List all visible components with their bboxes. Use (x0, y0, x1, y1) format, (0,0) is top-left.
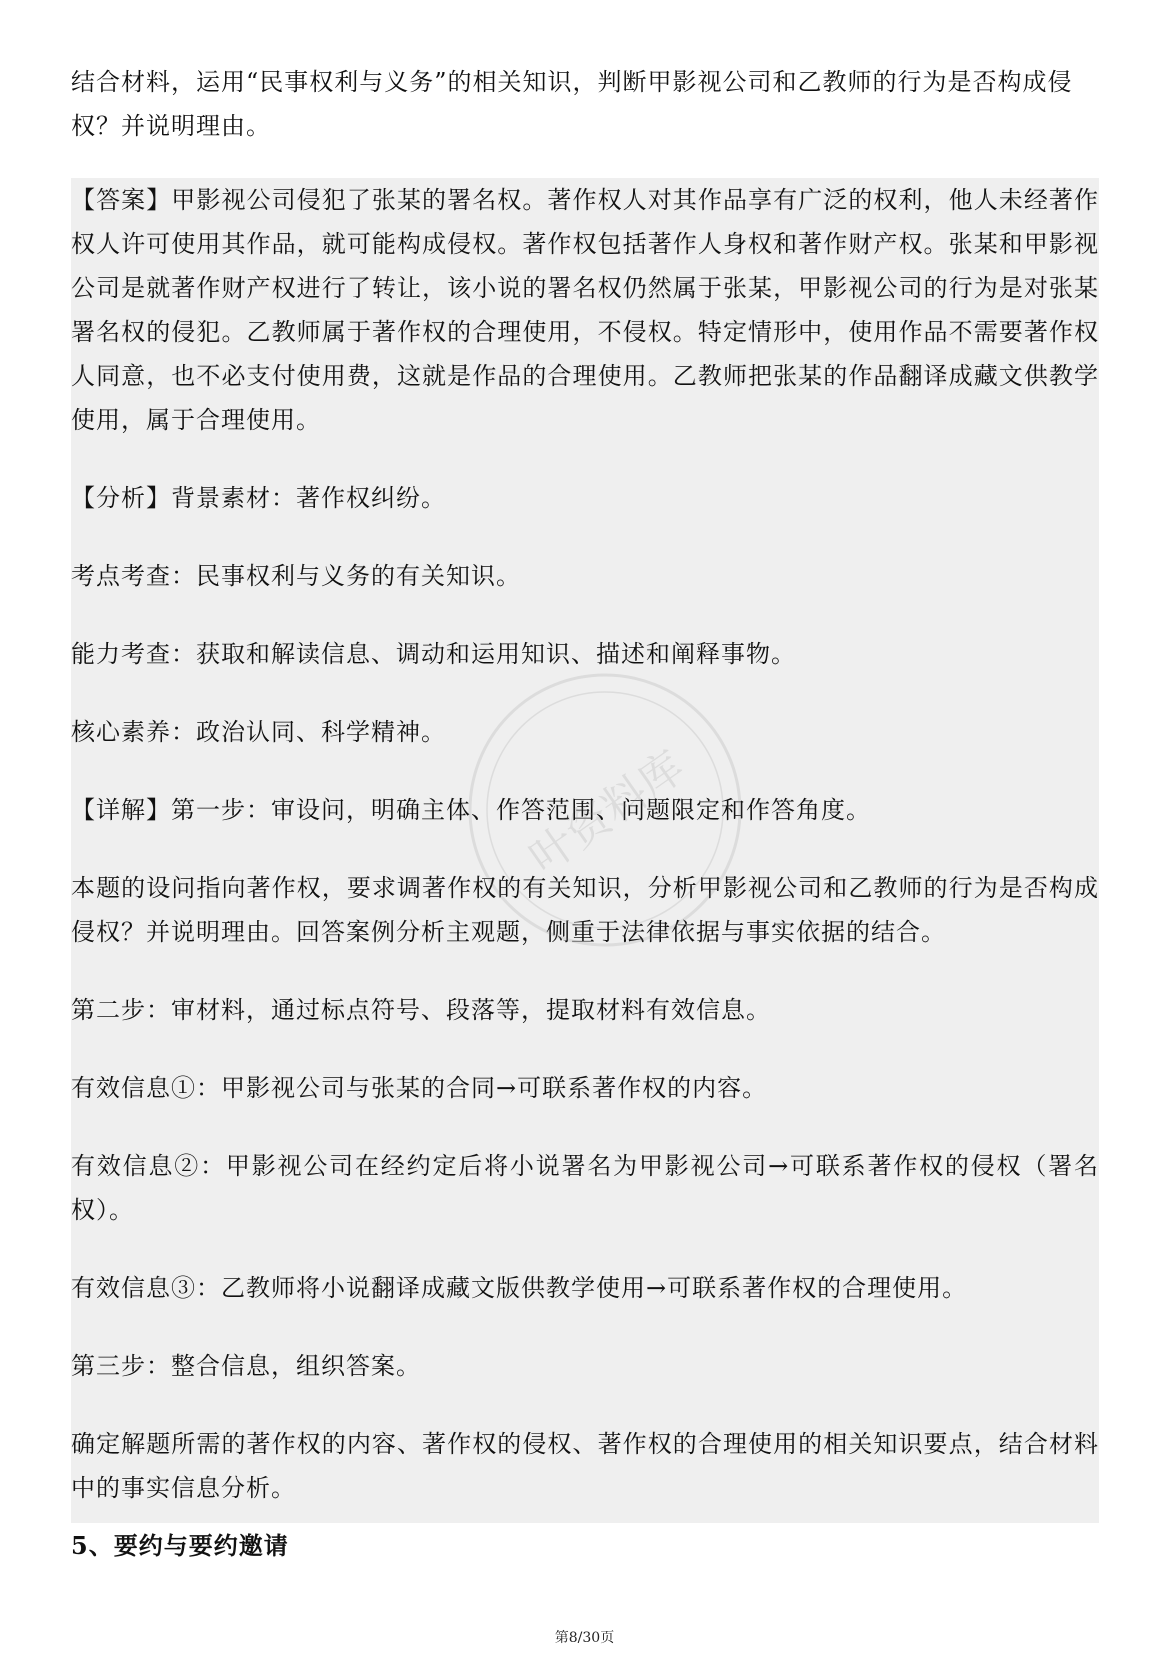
analysis-ability: 能力考查：获取和解读信息、调动和运用知识、描述和阐释事物。 (71, 640, 796, 668)
question-text: 结合材料，运用“民事权利与义务”的相关知识，判断甲影视公司和乙教师的行为是否构成侵权？并说明理由。 (71, 68, 1073, 140)
answer-paragraph: 【答案】甲影视公司侵犯了张某的署名权。著作权人对其作品享有广泛的权利，他人未经著作权人许可使用其作品，就可能构成侵权。著作权包括著作人身权和著作财产权。张某和甲影视公司是就著作财产权进行了转让，该小说的署名权仍然属于张某，甲影视公司的行为是对张某署名权的侵犯。乙教师属于著作权的合理使用，不侵权。特定情形中，使用作品不需要著作权人同意，也不必支付使用费，这就是作品的合理使用。乙教师把张某的作品翻译成藏文供教学使用，属于合理使用。 (71, 186, 1099, 434)
page-number: 第8/30页 (554, 1630, 615, 1646)
analysis-knowledge: 考点考查：民事权利与义务的有关知识。 (71, 562, 521, 590)
document-body (71, 0, 1099, 148)
effective-info-1: 有效信息①：甲影视公司与张某的合同→可联系著作权的内容。 (71, 1074, 768, 1102)
effective-info-2: 有效信息②：甲影视公司在经约定后将小说署名为甲影视公司→可联系著作权的侵权（署名权）。 (71, 1152, 1099, 1224)
detail-step-three: 第三步：整合信息，组织答案。 (71, 1352, 421, 1380)
detail-question-analysis: 本题的设问指向著作权，要求调著作权的有关知识，分析甲影视公司和乙教师的行为是否构成侵权？并说明理由。回答案例分析主观题，侧重于法律依据与事实依据的结合。 (71, 874, 1099, 946)
detail-step-one: 【详解】第一步：审设问，明确主体、作答范围、问题限定和作答角度。 (71, 796, 871, 824)
analysis-literacy: 核心素养：政治认同、科学精神。 (71, 718, 446, 746)
detail-conclusion: 确定解题所需的著作权的内容、著作权的侵权、著作权的合理使用的相关知识要点，结合材料中的事实信息分析。 (71, 1430, 1099, 1502)
watermark-stamp (455, 660, 755, 960)
analysis-background: 【分析】背景素材：著作权纠纷。 (71, 484, 446, 512)
effective-info-3: 有效信息③：乙教师将小说翻译成藏文版供教学使用→可联系著作权的合理使用。 (71, 1274, 968, 1302)
watermark-text: 叶资料库 (520, 741, 694, 885)
detail-step-two: 第二步：审材料，通过标点符号、段落等，提取材料有效信息。 (71, 996, 771, 1024)
section-heading: 5、要约与要约邀请 (71, 1531, 289, 1560)
